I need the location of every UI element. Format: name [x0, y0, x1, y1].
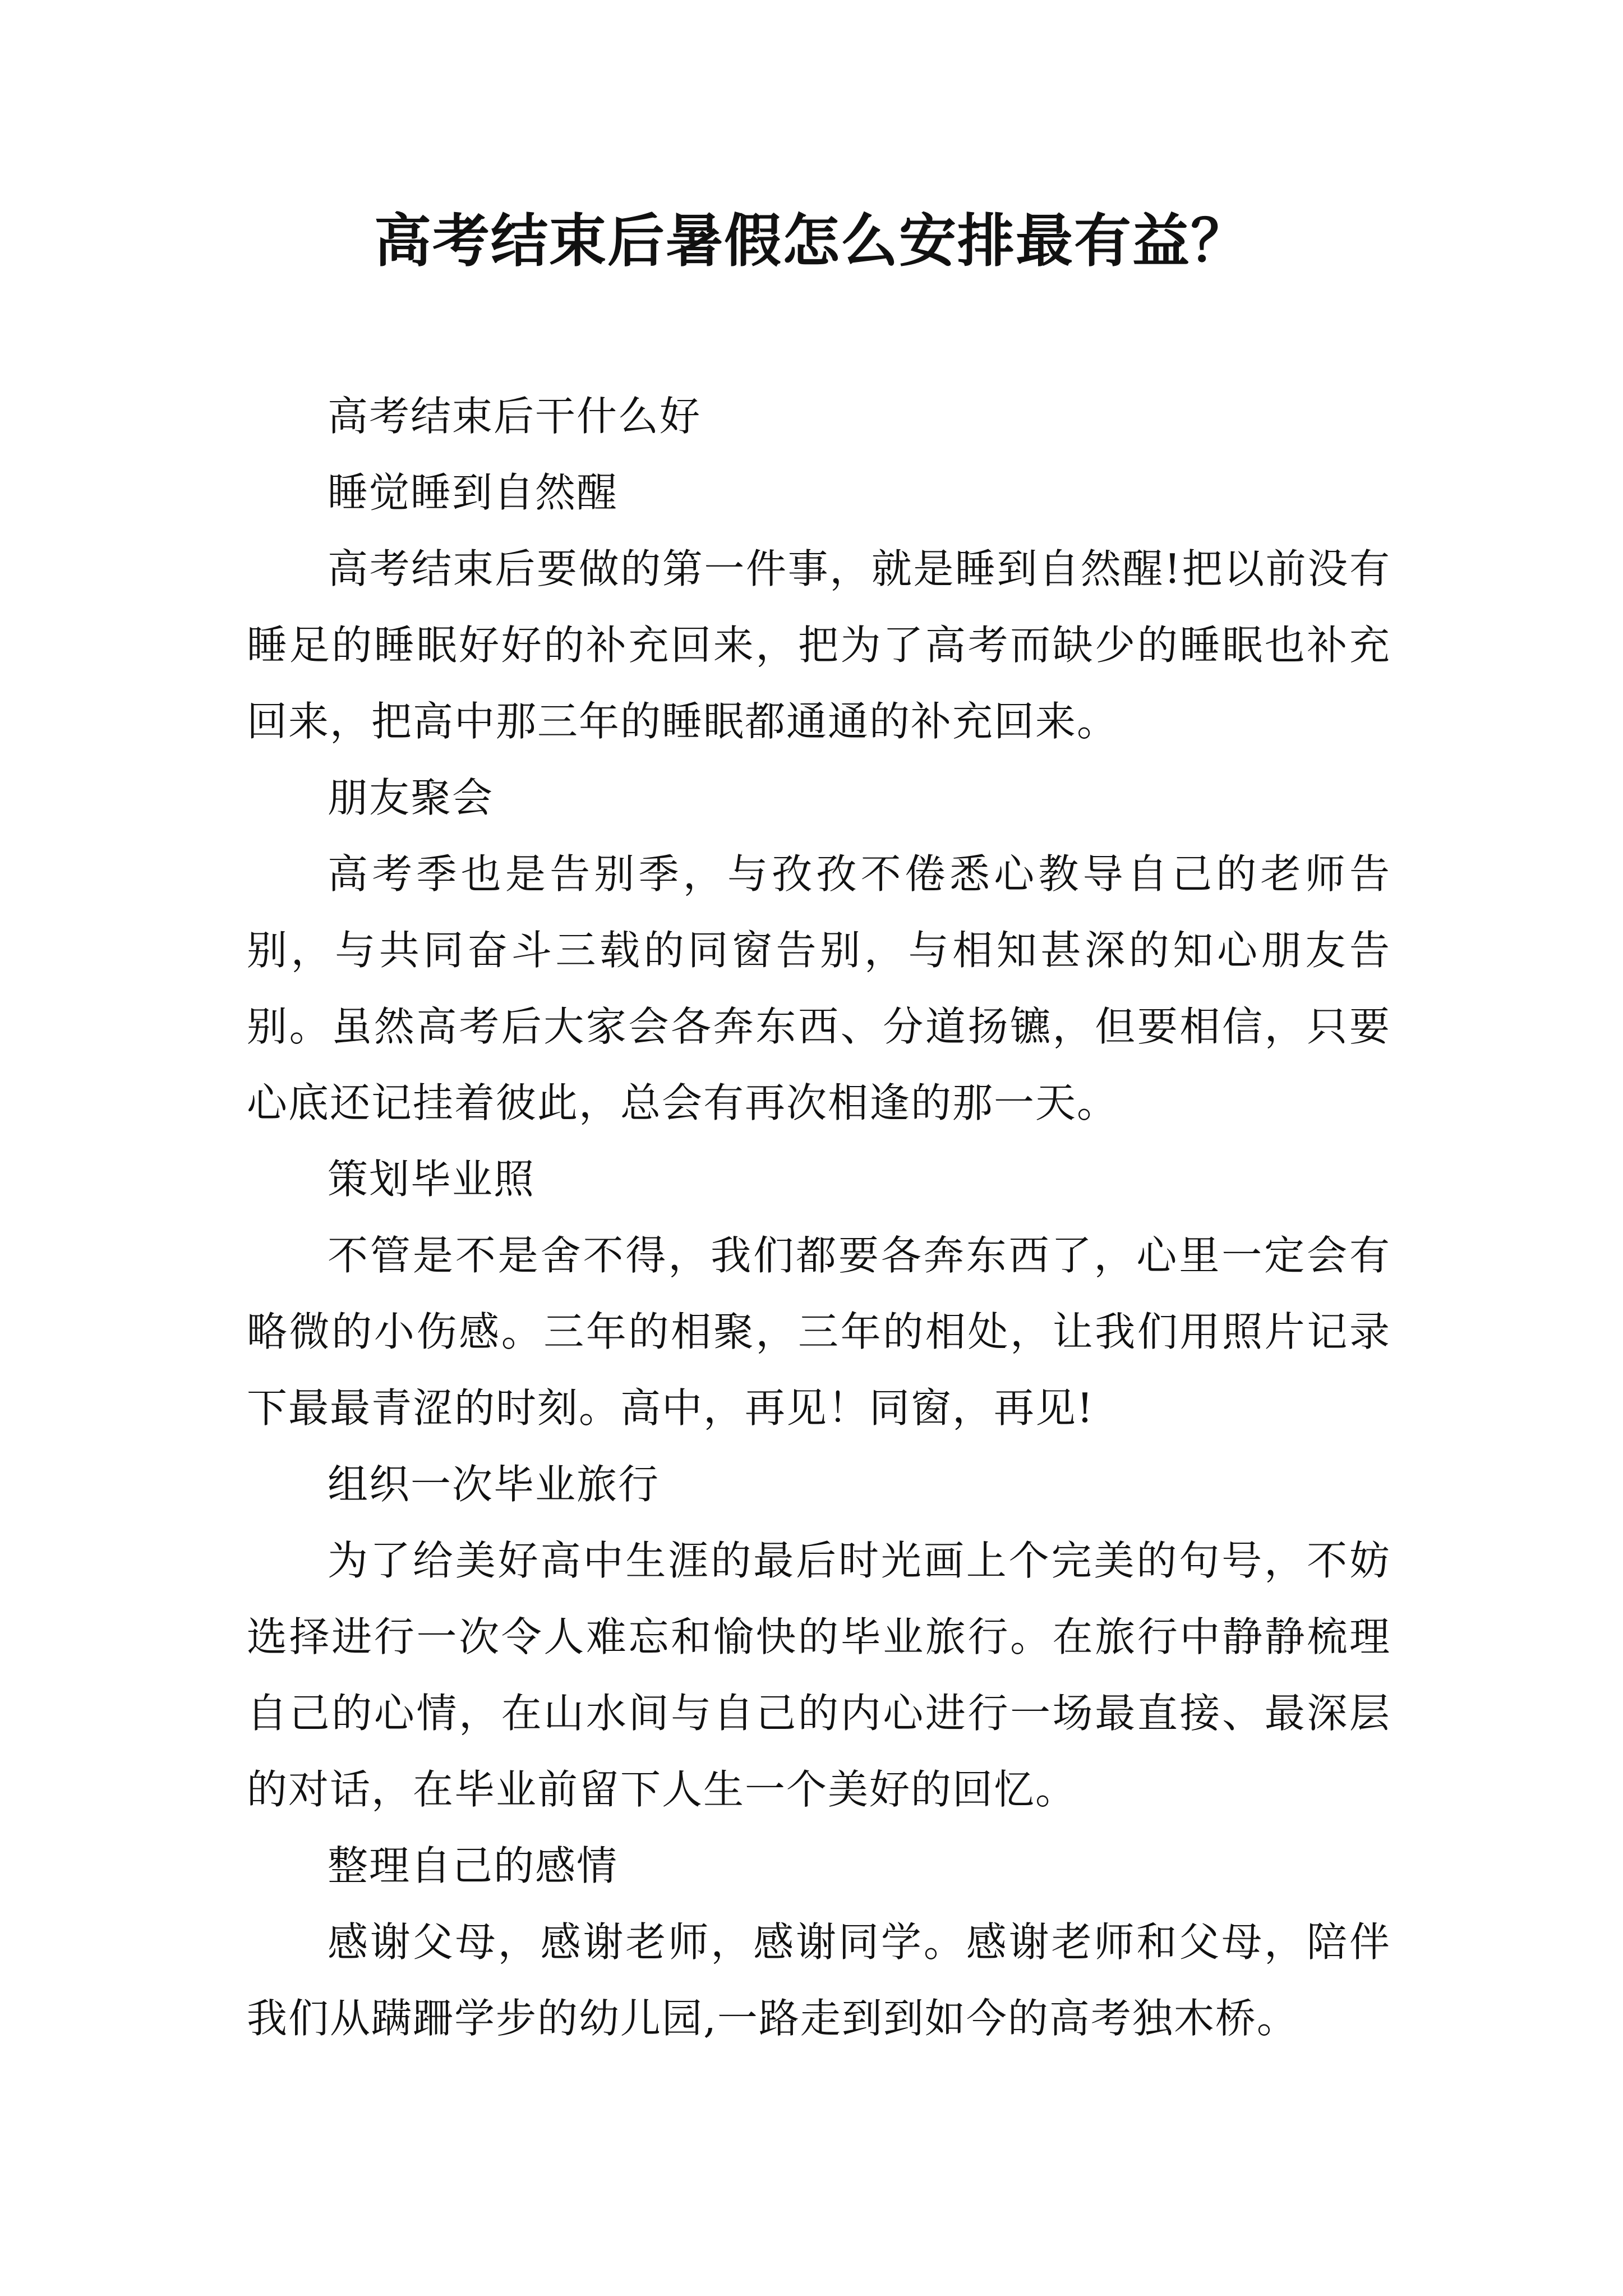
paragraph-graduation-photo: 不管是不是舍不得，我们都要各奔东西了，心里一定会有略微的小伤感。三年的相聚，三年的相处，让我们用照片记录下最最青涩的时刻。高中，再见！同窗，再见! [247, 1232, 1391, 1432]
subheading-sleep: 睡觉睡到自然醒 [328, 469, 619, 516]
paragraph-sleep: 高考结束后要做的第一件事，就是睡到自然醒!把以前没有睡足的睡眠好好的补充回来，把为了高考而缺少的睡眠也补充回来，把高中那三年的睡眠都通通的补充回来。 [247, 545, 1391, 745]
document-body [247, 378, 1391, 2056]
subheading-organize-feelings: 整理自己的感情 [328, 1842, 619, 1889]
paragraph-graduation-trip: 为了给美好高中生涯的最后时光画上个完美的句号，不妨选择进行一次令人难忘和愉快的毕业旅行。在旅行中静静梳理自己的心情，在山水间与自己的内心进行一场最直接、最深层的对话，在毕业前留下人生一个美好的回忆。 [247, 1537, 1391, 1813]
subheading-what-to-do: 高考结束后干什么好 [328, 393, 702, 440]
subheading-graduation-trip: 组织一次毕业旅行 [328, 1461, 660, 1508]
subheading-friends-gathering: 朋友聚会 [328, 774, 494, 821]
document-title: 高考结束后暑假怎么安排最有益？ [374, 208, 1249, 275]
paragraph-organize-feelings: 感谢父母，感谢老师，感谢同学。感谢老师和父母，陪伴我们从蹒跚学步的幼儿园,一路走到到如今的高考独木桥。 [247, 1918, 1391, 2042]
subheading-graduation-photo: 策划毕业照 [328, 1156, 536, 1203]
paragraph-friends-gathering: 高考季也是告别季，与孜孜不倦悉心教导自己的老师告别，与共同奋斗三载的同窗告别，与相知甚深的知心朋友告别。虽然高考后大家会各奔东西、分道扬镳，但要相信，只要心底还记挂着彼此，总会有再次相逢的那一天。 [247, 850, 1391, 1126]
